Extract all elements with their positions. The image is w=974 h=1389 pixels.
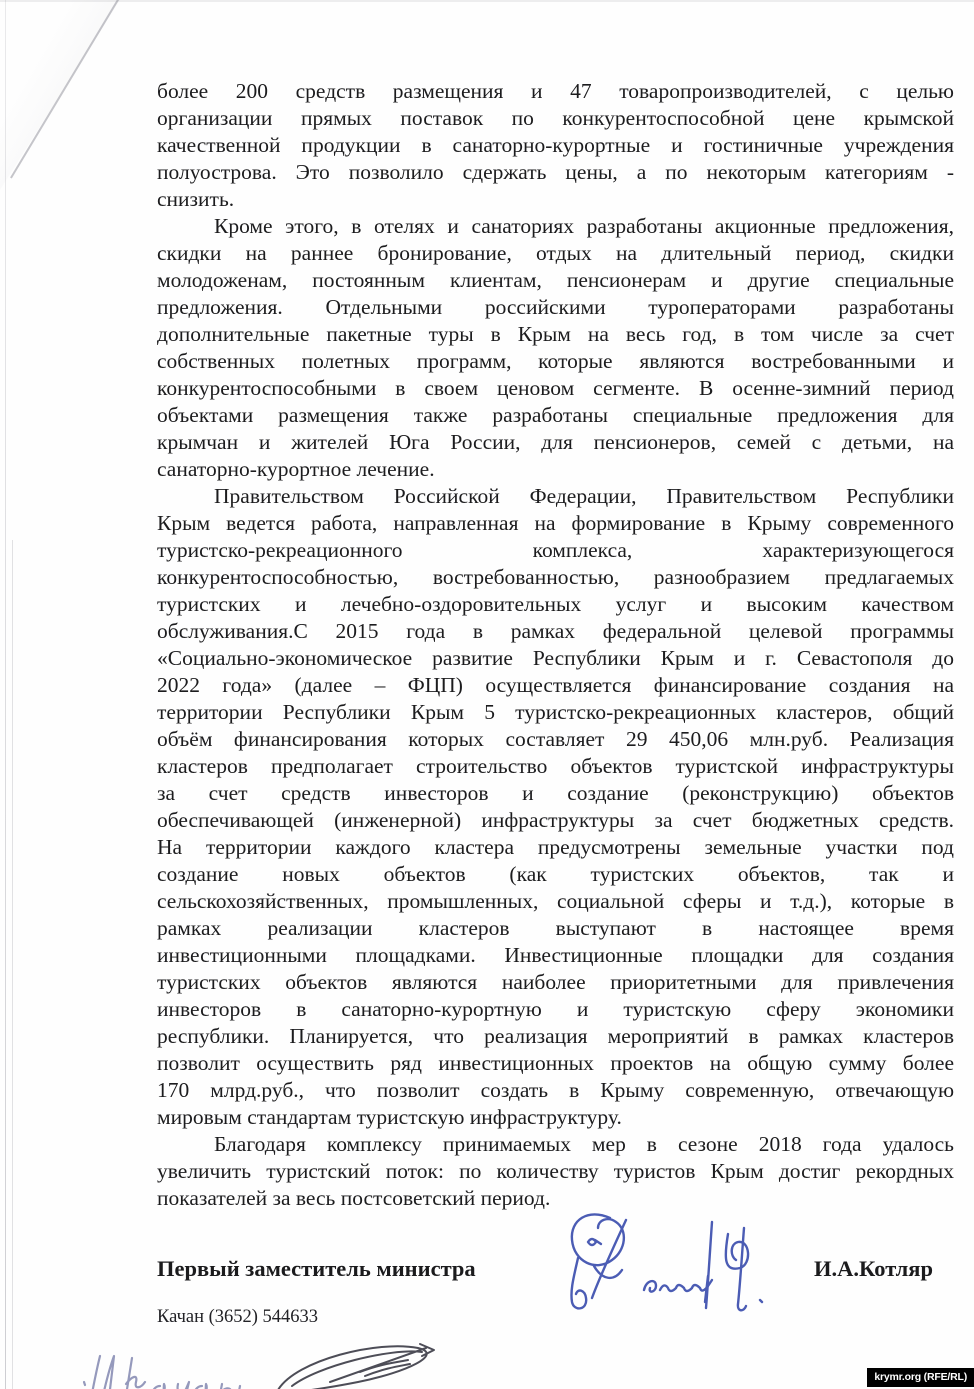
watermark-text: krymr.org (RFE/RL) <box>874 1370 967 1383</box>
paragraph-continuation <box>157 78 954 213</box>
paragraph-promotions <box>157 213 954 483</box>
scan-edge-artifact <box>5 0 6 1389</box>
text-line: скидки на раннее бронирование, отдых на длительный период, скидки <box>157 241 954 265</box>
text-line: Кроме этого, в отелях и санаториях разработаны акционные предложения, <box>214 214 954 238</box>
text-line: увеличить туристский поток: по количеству туристов Крым достиг рекордных <box>157 1159 954 1183</box>
text-line: конкурентоспособностью, востребованностью, разнообразием предлагаемых <box>157 565 954 589</box>
text-line: позволит осуществить ряд инвестиционных проектов на общую сумму более <box>157 1051 954 1075</box>
text-line: кластеров предполагает строительство объектов туристской инфраструктуры <box>157 754 954 778</box>
scan-edge-artifact <box>0 0 974 2</box>
text-line: дополнительные пакетные туры в Крым на весь год, в том числе за счет <box>157 322 954 346</box>
text-line: мировым стандартам туристскую инфраструктуру. <box>157 1105 622 1129</box>
text-line: объектами размещения также разработаны специальные предложения для <box>157 403 954 427</box>
text-line: снизить. <box>157 187 235 211</box>
text-line: качественной продукции в санаторно-курортные и гостиничные учреждения <box>157 133 954 157</box>
text-line: 170 млрд.руб., что позволит создать в Крыму современную, отвечающую <box>157 1078 954 1102</box>
text-line: территории Республики Крым 5 туристско-рекреационных кластеров, общий <box>157 700 954 724</box>
paragraph-2018-season <box>157 1131 954 1212</box>
text-line: Крым ведется работа, направленная на формирование в Крыму современного <box>157 511 954 535</box>
text-line: санаторно-курортное лечение. <box>157 457 435 481</box>
text-line: собственных полетных программ, которые являются востребованными и <box>157 349 954 373</box>
text-line: республики. Планируется, что реализация мероприятий в рамках кластеров <box>157 1024 954 1048</box>
text-line: «Социально-экономическое развитие Республики Крым и г. Севастополя до <box>157 646 954 670</box>
text-line: создание новых объектов (как туристских объектов, так и <box>157 862 954 886</box>
paragraph-fcp-clusters <box>157 483 954 1131</box>
minister-handwritten-signature <box>548 1206 773 1321</box>
executor-contact-line: Качан (3652) 544633 <box>157 1307 319 1327</box>
text-line: сельскохозяйственных, промышленных, социальной сферы и т.д.), которые в <box>157 889 954 913</box>
text-line: Благодаря комплексу принимаемых мер в сезоне 2018 года удалось <box>214 1132 954 1156</box>
text-line: объём финансирования которых составляет 29 450,06 млн.руб. Реализация <box>157 727 954 751</box>
text-line: показателей за весь постсоветский период. <box>157 1186 551 1210</box>
text-line: инвестиционными площадками. Инвестиционные площадки для создания <box>157 943 954 967</box>
page-fold-shadow <box>0 0 150 210</box>
signer-title: Первый заместитель министра <box>157 1256 476 1281</box>
signature-block <box>157 1256 933 1282</box>
scan-edge-artifact <box>12 540 13 1389</box>
signer-name: И.А.Котляр <box>814 1256 933 1281</box>
text-line: крымчан и жителей Юга России, для пенсионеров, семей с детьми, на <box>157 430 954 454</box>
text-line: рамках реализации кластеров выступают в настоящее время <box>157 916 954 940</box>
text-line: туристско-рекреационного комплекса, характеризующегося <box>157 538 954 562</box>
executor-handwritten-signature <box>78 1336 448 1389</box>
text-line: организации прямых поставок по конкурентоспособной цене крымской <box>157 106 954 130</box>
text-line: туристских и лечебно-оздоровительных услуг и высоким качеством <box>157 592 954 616</box>
text-line: инвесторов в санаторно-курортную и туристскую сферу экономики <box>157 997 954 1021</box>
text-line: полуострова. Это позволило сдержать цены, а по некоторым категориям - <box>157 160 954 184</box>
text-line: 2022 года» (далее – ФЦП) осуществляется финансирование создания на <box>157 673 954 697</box>
text-line: Правительством Российской Федерации, Правительством Республики <box>214 484 954 508</box>
watermark-badge <box>867 1368 974 1388</box>
letter-body <box>157 78 954 1212</box>
text-line: обеспечивающей (инженерной) инфраструктуры за счет бюджетных средств. <box>157 808 954 832</box>
text-line: обслуживания.С 2015 года в рамках федеральной целевой программы <box>157 619 954 643</box>
text-line: конкурентоспособными в своем ценовом сегменте. В осенне-зимний период <box>157 376 954 400</box>
text-line: более 200 средств размещения и 47 товаропроизводителей, с целью <box>157 79 954 103</box>
text-line: молодоженам, постоянным клиентам, пенсионерам и другие специальные <box>157 268 954 292</box>
text-line: за счет средств инвесторов и создание (реконструкцию) объектов <box>157 781 954 805</box>
text-line: На территории каждого кластера предусмотрены земельные участки под <box>157 835 954 859</box>
text-line: туристских объектов являются наиболее приоритетными для привлечения <box>157 970 954 994</box>
text-line: предложения. Отдельными российскими туроператорами разработаны <box>157 295 954 319</box>
